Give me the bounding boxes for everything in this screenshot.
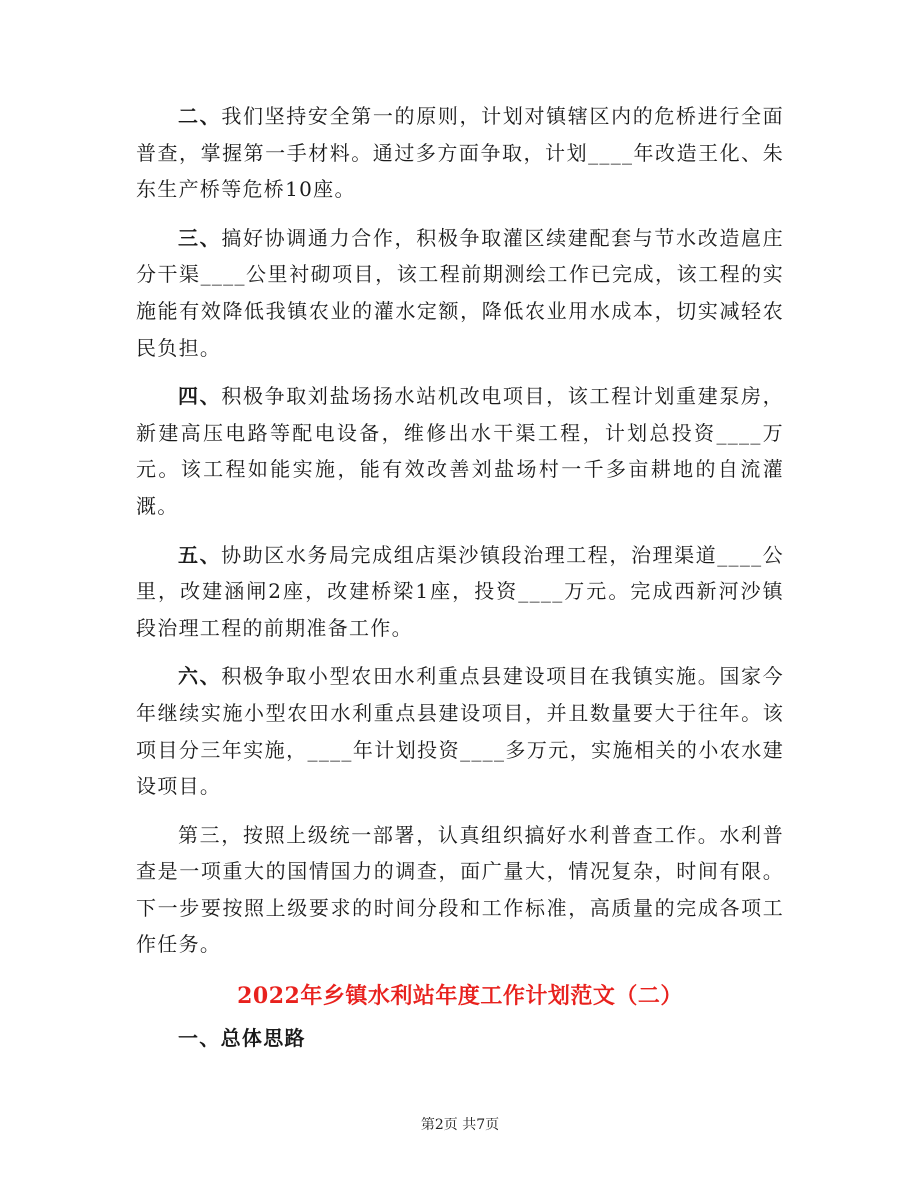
paragraph-text: 第三，按照上级统一部署，认真组织搞好水利普查工作。水利普查是一项重大的国情国力的调查，面广量大，情况复杂，时间有限。下一步要按照上级要求的时间分段和工作标准，高质量的完成各项工作任务。: [136, 822, 784, 957]
page-footer: 第2页 共7页: [420, 1117, 500, 1133]
paragraph-lead: 二、: [178, 104, 222, 128]
paragraph-text: 协助区水务局完成组店渠沙镇段治理工程，治理渠道____公里，改建涵闸2座，改建桥梁1座，投资____万元。完成西新河沙镇段治理工程的前期准备工作。: [136, 542, 784, 640]
paragraph-lead: 六、: [178, 664, 222, 689]
document-body: [136, 98, 784, 1051]
paragraph-canal-treatment: [136, 537, 784, 647]
paragraph-lead: 五、: [178, 542, 222, 567]
paragraph-lead: 四、: [178, 384, 222, 409]
paragraph-text: 搞好协调通力合作，积极争取灌区续建配套与节水改造扈庄分干渠____公里衬砌项目，该工程前期测绘工作已完成，该工程的实施能有效降低我镇农业的灌水定额，降低农业用水成本，切实减轻农民负担。: [136, 225, 784, 360]
paragraph-bridges: [136, 98, 784, 208]
paragraph-lead: 三、: [178, 225, 222, 250]
paragraph-text: 我们坚持安全第一的原则，计划对镇辖区内的危桥进行全面普查，掌握第一手材料。通过多方面争取，计划____年改造王化、朱东生产桥等危桥10座。: [136, 104, 784, 202]
paragraph-text: 积极争取小型农田水利重点县建设项目在我镇实施。国家今年继续实施小型农田水利重点县建设项目，并且数量要大于往年。该项目分三年实施，____年计划投资____多万元，实施相关的小农水建设项目。: [136, 664, 784, 799]
section-title: 2022年乡镇水利站年度工作计划范文（二）: [237, 983, 683, 1010]
paragraph-pump-station: [136, 378, 784, 524]
paragraph-irrigation: [136, 220, 784, 366]
paragraph-text: 积极争取刘盐场扬水站机改电项目，该工程计划重建泵房，新建高压电路等配电设备，维修出水干渠工程，计划总投资____万元。该工程如能实施，能有效改善刘盐场村一千多亩耕地的自流灌溉。: [136, 384, 784, 518]
paragraph-key-county: [136, 658, 784, 804]
subheading: 一、总体思路: [178, 1026, 306, 1051]
paragraph-census: [136, 817, 784, 963]
